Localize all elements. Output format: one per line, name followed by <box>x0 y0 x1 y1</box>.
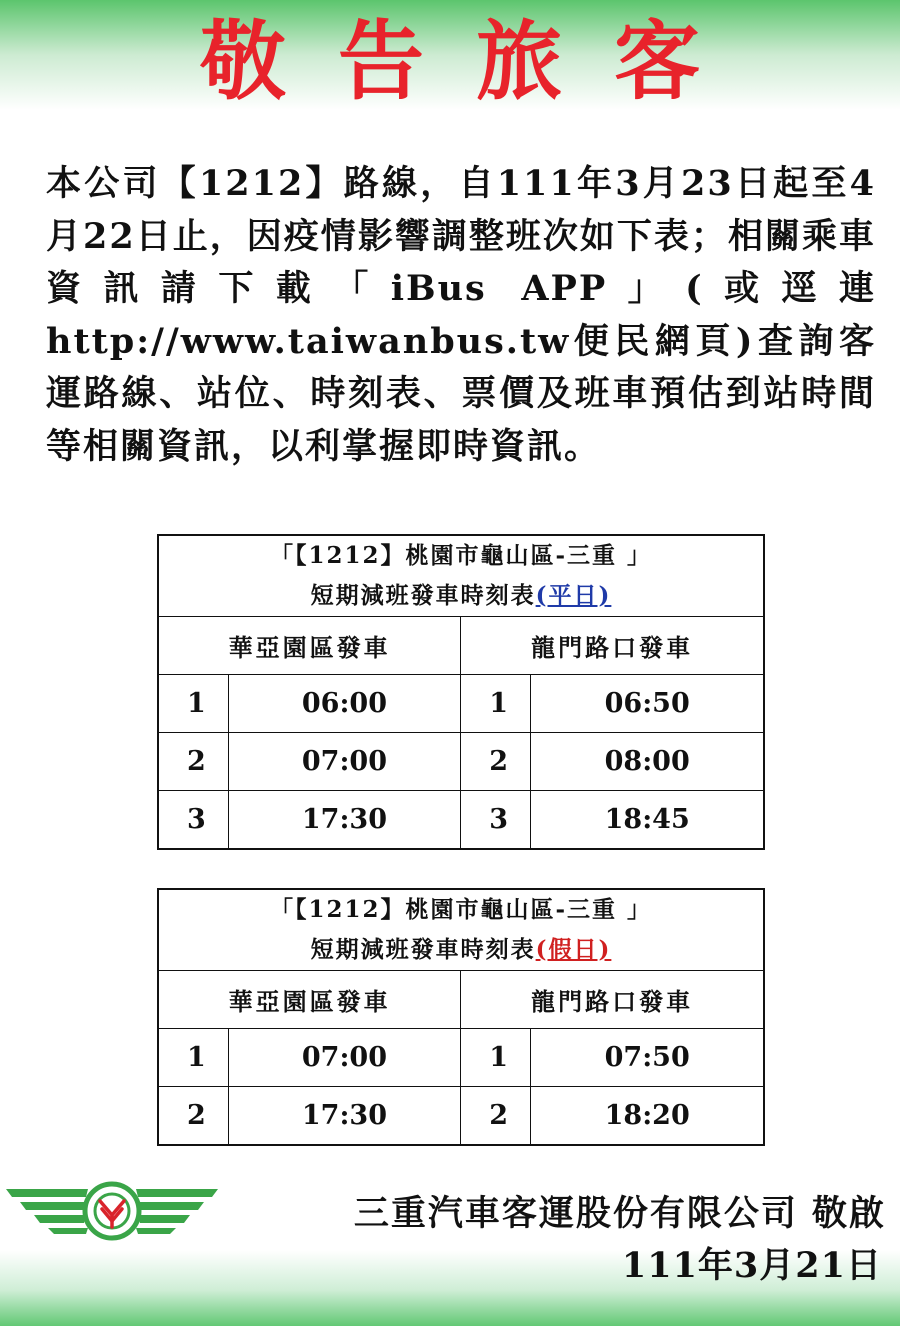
trip-number: 1 <box>461 675 531 733</box>
holiday-timetable-caption <box>158 889 764 971</box>
weekday-timetable-subtitle: 短期減班發車時刻表 <box>310 582 536 609</box>
weekday-timetable <box>157 534 765 850</box>
trip-number: 2 <box>158 733 228 791</box>
trip-number: 1 <box>158 675 228 733</box>
table-row <box>158 1029 764 1087</box>
weekday-timetable-caption <box>158 535 764 617</box>
table-row <box>158 733 764 791</box>
holiday-timetable <box>157 888 765 1146</box>
weekday-col-huaya: 華亞園區發車 <box>158 617 461 675</box>
trip-number: 3 <box>158 791 228 850</box>
holiday-col-huaya: 華亞園區發車 <box>158 971 461 1029</box>
departure-time: 17:30 <box>228 1087 461 1146</box>
holiday-route-title: 「【1212】桃園市龜山區-三重 」 <box>269 896 653 923</box>
holiday-timetable-subtitle: 短期減班發車時刻表 <box>310 936 536 963</box>
departure-time: 07:00 <box>228 1029 461 1087</box>
company-signature: 三重汽車客運股份有限公司 敬啟 <box>353 1193 886 1234</box>
notice-title: 敬告旅客 <box>200 12 752 112</box>
trip-number: 1 <box>461 1029 531 1087</box>
table-row <box>158 1087 764 1146</box>
table-row <box>158 675 764 733</box>
table-row <box>158 791 764 850</box>
departure-time: 08:00 <box>531 733 764 791</box>
weekday-col-longmen: 龍門路口發車 <box>461 617 764 675</box>
trip-number: 2 <box>158 1087 228 1146</box>
departure-time: 07:00 <box>228 733 461 791</box>
departure-time: 17:30 <box>228 791 461 850</box>
departure-time: 18:45 <box>531 791 764 850</box>
holiday-col-longmen: 龍門路口發車 <box>461 971 764 1029</box>
weekday-route-title: 「【1212】桃園市龜山區-三重 」 <box>269 542 653 569</box>
issue-date: 111年3月21日 <box>621 1245 882 1286</box>
trip-number: 1 <box>158 1029 228 1087</box>
departure-time: 07:50 <box>531 1029 764 1087</box>
notice-body: 本公司【1212】路線，自111年3月23日起至4月22日止，因疫情影響調整班次如下表；相關乘車資訊請下載「iBus APP」(或逕連http://www.taiwanbus.tw便民網頁)查詢客運路線、站位、時刻表、票價及班車預估到站時間等相關資訊，以利掌握即時資訊。 <box>46 163 876 467</box>
departure-time: 06:50 <box>531 675 764 733</box>
trip-number: 2 <box>461 1087 531 1146</box>
trip-number: 3 <box>461 791 531 850</box>
bus-company-wings-logo-icon <box>6 1175 218 1245</box>
departure-time: 18:20 <box>531 1087 764 1146</box>
departure-time: 06:00 <box>228 675 461 733</box>
weekday-tag: (平日) <box>535 582 612 609</box>
trip-number: 2 <box>461 733 531 791</box>
holiday-tag: (假日) <box>535 936 612 963</box>
